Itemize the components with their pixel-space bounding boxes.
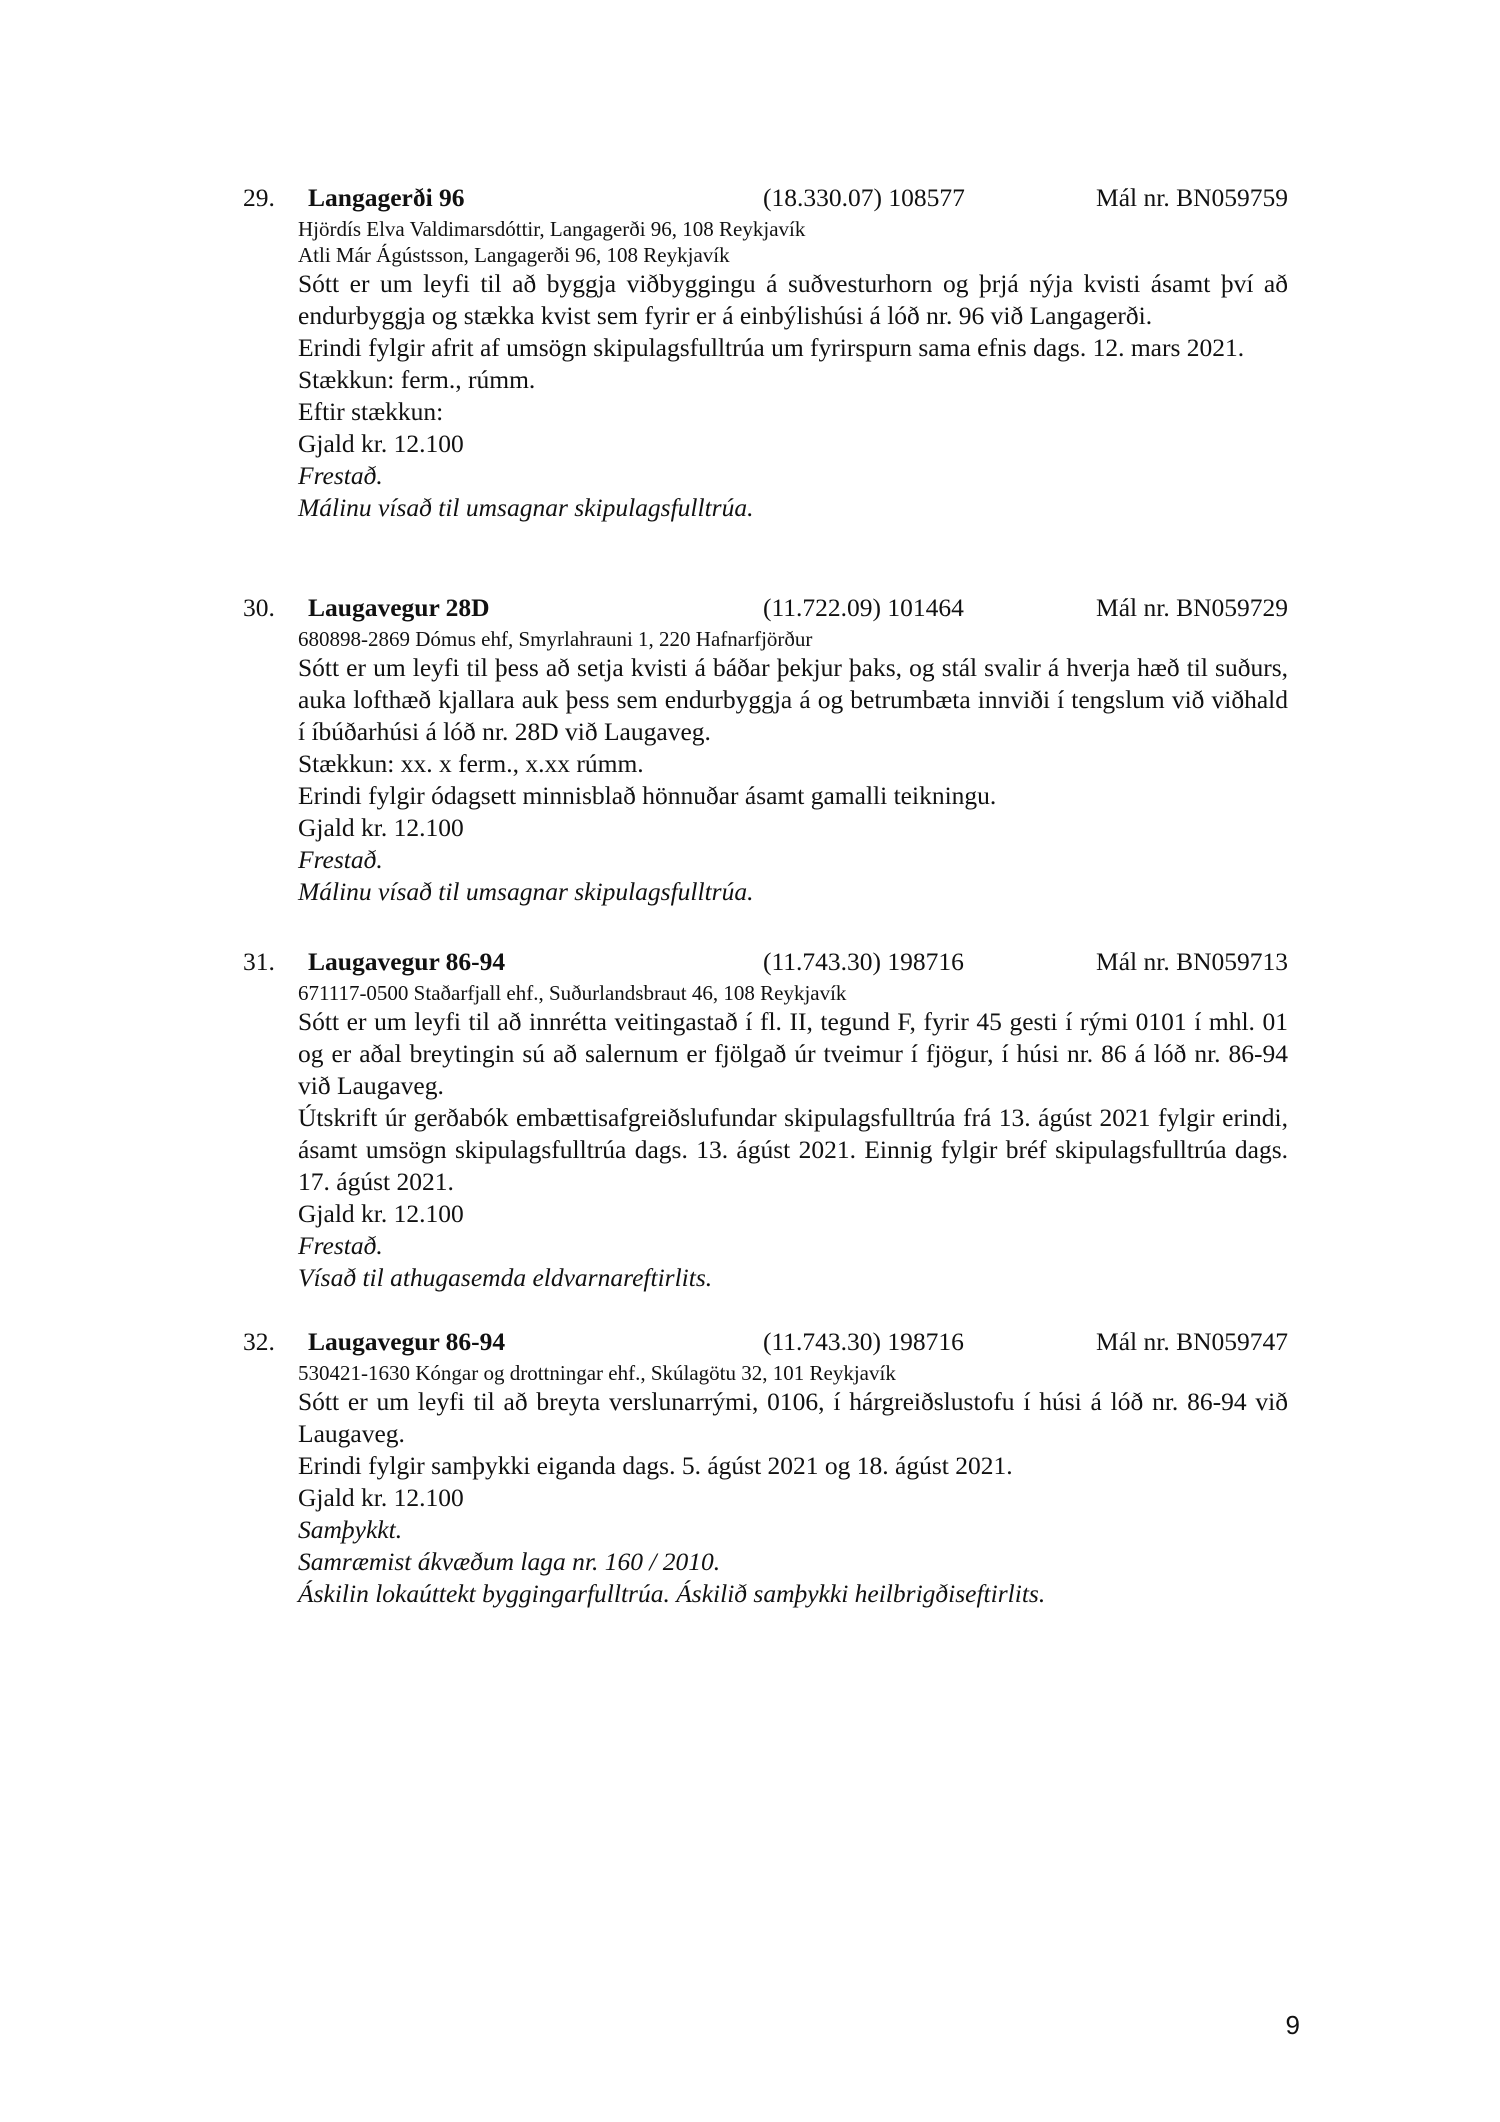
- entry-description: Sótt er um leyfi til að breyta verslunarrými, 0106, í hárgreiðslustofu í húsi á lóð nr. 86-94 við Laugaveg.: [298, 1387, 1288, 1448]
- entry-description: Sótt er um leyfi til þess að setja kvisti á báðar þekjur þaks, og stál svalir á hverja hæð til suðurs, auka lofthæð kjallara auk þess sem endurbyggja á og betrumbæta innviði í tengslum við viðhald í íbúðarhúsi á lóð nr. 28D við Laugaveg.: [298, 653, 1288, 746]
- entry-decision: Frestað.: [298, 1231, 383, 1260]
- applicant: 530421-1630 Kóngar og drottningar ehf., Skúlagötu 32, 101 Reykjavík: [298, 1361, 896, 1385]
- applicant: Atli Már Ágústsson, Langagerði 96, 108 Reykjavík: [298, 243, 730, 267]
- entry-number: 30.: [243, 593, 275, 622]
- entry-fee: Gjald kr. 12.100: [298, 813, 464, 842]
- entry-case-number: Mál nr. BN059747: [1096, 1327, 1288, 1356]
- entry-decision: Áskilin lokaúttekt byggingarfulltrúa. Áskilið samþykki heilbrigðiseftirlits.: [298, 1579, 1046, 1608]
- entry-reference: (11.743.30) 198716: [763, 947, 964, 976]
- applicant: Hjördís Elva Valdimarsdóttir, Langagerði 96, 108 Reykjavík: [298, 217, 806, 241]
- entry-decision: Málinu vísað til umsagnar skipulagsfulltrúa.: [298, 493, 754, 522]
- entry-decision: Frestað.: [298, 461, 383, 490]
- entry-address: Langagerði 96: [308, 183, 465, 212]
- page-number: 9: [1285, 2010, 1300, 2040]
- entry-number: 29.: [243, 183, 275, 212]
- entry-decision: Samræmist ákvæðum laga nr. 160 / 2010.: [298, 1547, 721, 1576]
- entry-description: Sótt er um leyfi til að innrétta veitingastað í fl. II, tegund F, fyrir 45 gesti í rými 0101 í mhl. 01 og er aðal breytingin sú að salernum er fjölgað úr tveimur í fjögur, í húsi nr. 86 á lóð nr. 86-94 við Laugaveg.: [298, 1007, 1288, 1100]
- applicant: 671117-0500 Staðarfjall ehf., Suðurlandsbraut 46, 108 Reykjavík: [298, 981, 847, 1005]
- entry-address: Laugavegur 86-94: [308, 1327, 506, 1356]
- entry-number: 32.: [243, 1327, 275, 1356]
- entry-reference: (18.330.07) 108577: [763, 183, 965, 212]
- entry-body: [298, 1360, 1288, 1610]
- entry-extra-line: Stækkun: ferm., rúmm.: [298, 365, 536, 394]
- entry-fee: Gjald kr. 12.100: [298, 429, 464, 458]
- entry-body: [298, 216, 1288, 524]
- entry-address: Laugavegur 28D: [308, 593, 490, 622]
- entry-extra-line: Stækkun: xx. x ferm., x.xx rúmm.: [298, 749, 644, 778]
- entry-extra-line: Erindi fylgir samþykki eiganda dags. 5. ágúst 2021 og 18. ágúst 2021.: [298, 1451, 1013, 1480]
- entry-32: [243, 1324, 1288, 1610]
- entry-29: [243, 180, 1288, 524]
- entry-reference: (11.743.30) 198716: [763, 1327, 964, 1356]
- entry-31: [243, 944, 1288, 1294]
- entry-reference: (11.722.09) 101464: [763, 593, 964, 622]
- entry-header: [243, 944, 1288, 980]
- entry-extra-line: Erindi fylgir afrit af umsögn skipulagsfulltrúa um fyrirspurn sama efnis dags. 12. mars 2021.: [298, 333, 1245, 362]
- entry-30: [243, 590, 1288, 908]
- entry-decision: Vísað til athugasemda eldvarnareftirlits.: [298, 1263, 713, 1292]
- applicant: 680898-2869 Dómus ehf, Smyrlahrauni 1, 220 Hafnarfjörður: [298, 627, 813, 651]
- entry-decision: Málinu vísað til umsagnar skipulagsfulltrúa.: [298, 877, 754, 906]
- entry-extra-line: Erindi fylgir ódagsett minnisblað hönnuðar ásamt gamalli teikningu.: [298, 781, 997, 810]
- entry-extra-line: Eftir stækkun:: [298, 397, 444, 426]
- entry-decision: Samþykkt.: [298, 1515, 403, 1544]
- entry-header: [243, 1324, 1288, 1360]
- entry-case-number: Mál nr. BN059729: [1096, 593, 1288, 622]
- entry-header: [243, 590, 1288, 626]
- entry-fee: Gjald kr. 12.100: [298, 1483, 464, 1512]
- entry-number: 31.: [243, 947, 275, 976]
- entry-header: [243, 180, 1288, 216]
- entry-description: Sótt er um leyfi til að byggja viðbyggingu á suðvesturhorn og þrjá nýja kvisti ásamt því að endurbyggja og stækka kvist sem fyrir er á einbýlishúsi á lóð nr. 96 við Langagerði.: [298, 269, 1288, 330]
- entry-case-number: Mál nr. BN059759: [1096, 183, 1288, 212]
- entry-decision: Frestað.: [298, 845, 383, 874]
- entry-extra-line: Útskrift úr gerðabók embættisafgreiðslufundar skipulagsfulltrúa frá 13. ágúst 2021 fylgir erindi, ásamt umsögn skipulagsfulltrúa dags. 13. ágúst 2021. Einnig fylgir bréf skipulagsfulltrúa dags. 17. ágúst 2021.: [298, 1103, 1288, 1196]
- entry-body: [298, 626, 1288, 908]
- entry-body: [298, 980, 1288, 1294]
- entry-case-number: Mál nr. BN059713: [1096, 947, 1288, 976]
- entry-address: Laugavegur 86-94: [308, 947, 506, 976]
- entry-fee: Gjald kr. 12.100: [298, 1199, 464, 1228]
